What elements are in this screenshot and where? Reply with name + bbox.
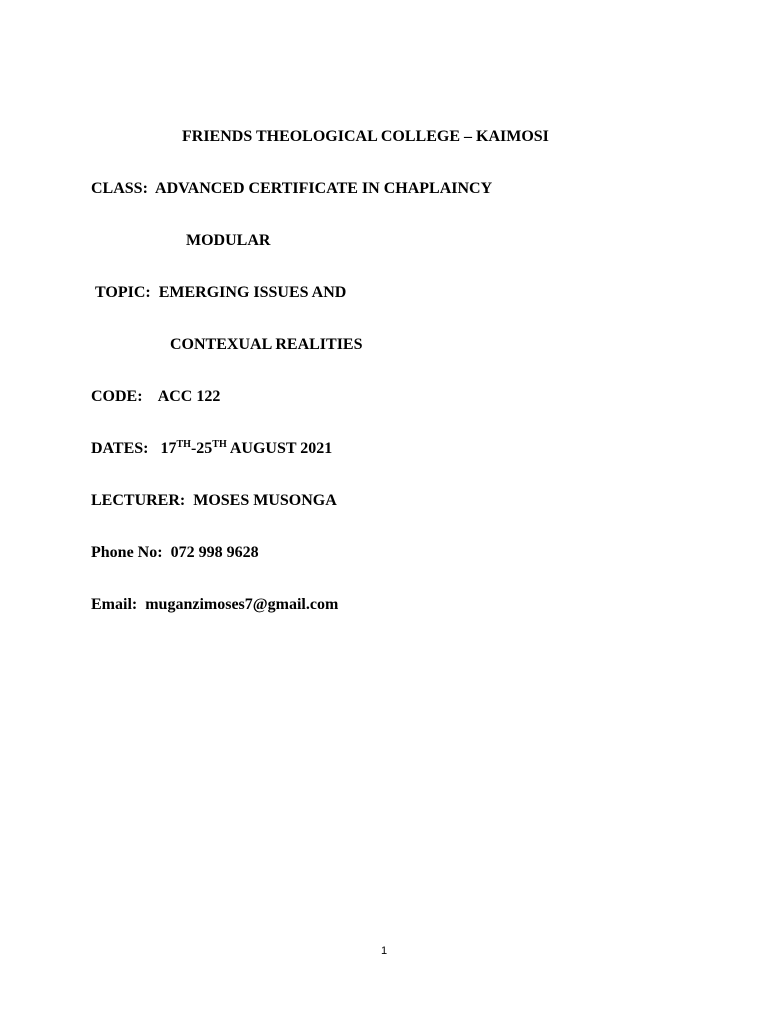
dates-start: 17 xyxy=(160,440,177,457)
phone-value: 072 998 9628 xyxy=(170,544,259,561)
class-value: ADVANCED CERTIFICATE IN CHAPLAINCY xyxy=(155,180,493,197)
lecturer-value: MOSES MUSONGA xyxy=(193,492,337,509)
college-title xyxy=(182,127,549,147)
email-value: muganzimoses7@gmail.com xyxy=(145,596,339,613)
class-line xyxy=(91,179,492,199)
code-line xyxy=(91,387,220,407)
email-line xyxy=(91,595,338,615)
phone-line xyxy=(91,543,259,563)
class-value-line2: MODULAR xyxy=(186,232,271,249)
page-number: 1 xyxy=(380,945,388,957)
lecturer-label: LECTURER: xyxy=(91,492,186,509)
email-label: Email: xyxy=(91,596,138,613)
topic-line-2 xyxy=(170,335,363,355)
topic-label: TOPIC: xyxy=(95,284,151,301)
class-label: CLASS: xyxy=(91,180,148,197)
phone-label: Phone No: xyxy=(91,544,163,561)
code-value: ACC 122 xyxy=(157,388,221,405)
dates-line xyxy=(91,439,332,459)
topic-line xyxy=(95,283,346,303)
dates-start-suffix: TH xyxy=(176,439,191,450)
code-label: CODE: xyxy=(91,388,143,405)
dates-label: DATES: xyxy=(91,440,149,457)
dates-month-year: AUGUST 2021 xyxy=(229,440,333,457)
dates-end-suffix: TH xyxy=(212,439,227,450)
college-title-text: FRIENDS THEOLOGICAL COLLEGE – KAIMOSI xyxy=(182,128,549,145)
lecturer-line xyxy=(91,491,337,511)
topic-value: EMERGING ISSUES AND xyxy=(158,284,347,301)
class-line-2 xyxy=(186,231,270,251)
dates-end: -25 xyxy=(190,440,213,457)
topic-value-line2: CONTEXUAL REALITIES xyxy=(170,336,363,353)
